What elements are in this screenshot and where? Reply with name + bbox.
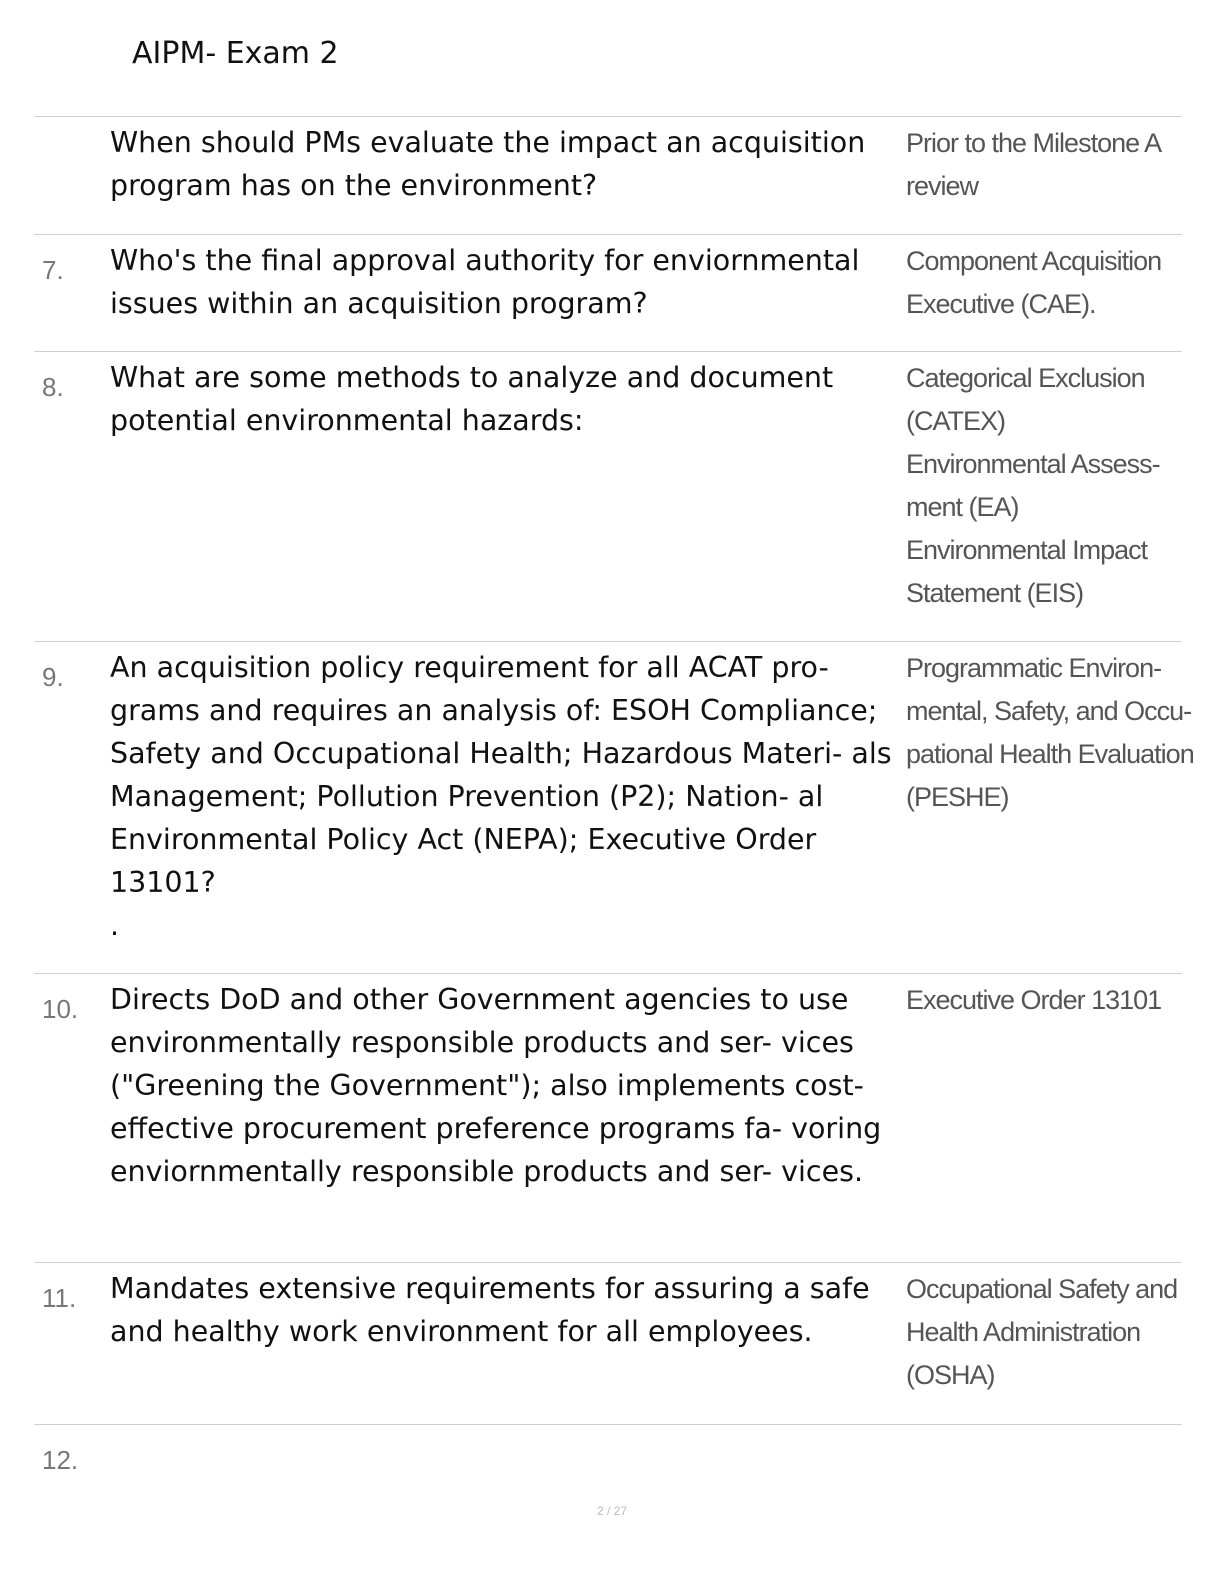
answer-line: review xyxy=(906,171,979,201)
question-text: Mandates extensive requirements for assuring a safe and healthy work environment for all employees. xyxy=(110,1272,870,1348)
answer-line: ment (EA) xyxy=(906,492,1019,522)
question-number: 7. xyxy=(42,255,64,285)
question-number: 11. xyxy=(42,1283,77,1313)
answer-line: Executive (CAE). xyxy=(906,289,1096,319)
answer-line: Statement (EIS) xyxy=(906,578,1084,608)
answer-line: Environmental Assess- xyxy=(906,449,1160,479)
question-number: 10. xyxy=(42,994,79,1024)
answer-text xyxy=(906,117,1182,234)
question-number xyxy=(34,117,110,234)
answer-line: Prior to the Milestone A xyxy=(906,128,1162,158)
table-row xyxy=(34,351,1182,641)
question-number: 12. xyxy=(42,1445,79,1475)
answer-text xyxy=(906,1425,1182,1504)
table-row xyxy=(34,116,1182,234)
answer-line: (OSHA) xyxy=(906,1360,995,1390)
answer-line: Programmatic Environ- xyxy=(906,653,1162,683)
answer-line: Component Acquisition xyxy=(906,246,1162,276)
answer-line: Health Administration xyxy=(906,1317,1141,1347)
table-row xyxy=(34,973,1182,1262)
page-title: AIPM- Exam 2 xyxy=(132,36,339,71)
answer-line: Executive Order 13101 xyxy=(906,985,1162,1015)
question-text: Directs DoD and other Government agencies to use environmentally responsible products and ser- vices ("Greening the Government"); also implements cost-effective procurement preference programs fa- voring enviornmentally responsible products and ser- vices. xyxy=(110,983,882,1188)
question-body: An acquisition policy requirement for all ACAT pro- grams and requires an analysis of: ESOH Compliance; Safety and Occupational Health; Hazardous Materi- als Management; Pollution Prevention (P2); Nation- al Environmental Policy Act (NEPA); Executive Order 13101? xyxy=(110,651,892,899)
question-trailing-dot: . xyxy=(110,909,120,942)
page-number: 2 / 27 xyxy=(596,1504,628,1518)
question-text: When should PMs evaluate the impact an acquisition program has on the environment? xyxy=(110,126,866,202)
table-row xyxy=(34,1424,1182,1504)
answer-line: mental, Safety, and Occu- xyxy=(906,696,1192,726)
question-text xyxy=(110,1425,906,1504)
question-number: 8. xyxy=(42,372,64,402)
qa-table xyxy=(34,116,1194,1504)
answer-text xyxy=(906,352,1182,641)
answer-line: Categorical Exclusion xyxy=(906,363,1145,393)
question-number: 9. xyxy=(42,662,64,692)
table-row xyxy=(34,1262,1182,1424)
answer-text xyxy=(906,642,1194,973)
answer-line: Occupational Safety and xyxy=(906,1274,1178,1304)
answer-line: pational Health Evaluation xyxy=(906,739,1194,769)
answer-text xyxy=(906,1263,1182,1424)
answer-line: (CATEX) xyxy=(906,406,1005,436)
question-text: What are some methods to analyze and document potential environmental hazards: xyxy=(110,361,834,437)
answer-line: (PESHE) xyxy=(906,782,1009,812)
question-text xyxy=(110,642,906,973)
answer-line: Environmental Impact xyxy=(906,535,1148,565)
answer-text xyxy=(906,974,1182,1262)
table-row xyxy=(34,234,1182,351)
table-row xyxy=(34,641,1194,973)
question-text: Who's the final approval authority for enviornmental issues within an acquisition program? xyxy=(110,244,860,320)
answer-text xyxy=(906,235,1182,351)
